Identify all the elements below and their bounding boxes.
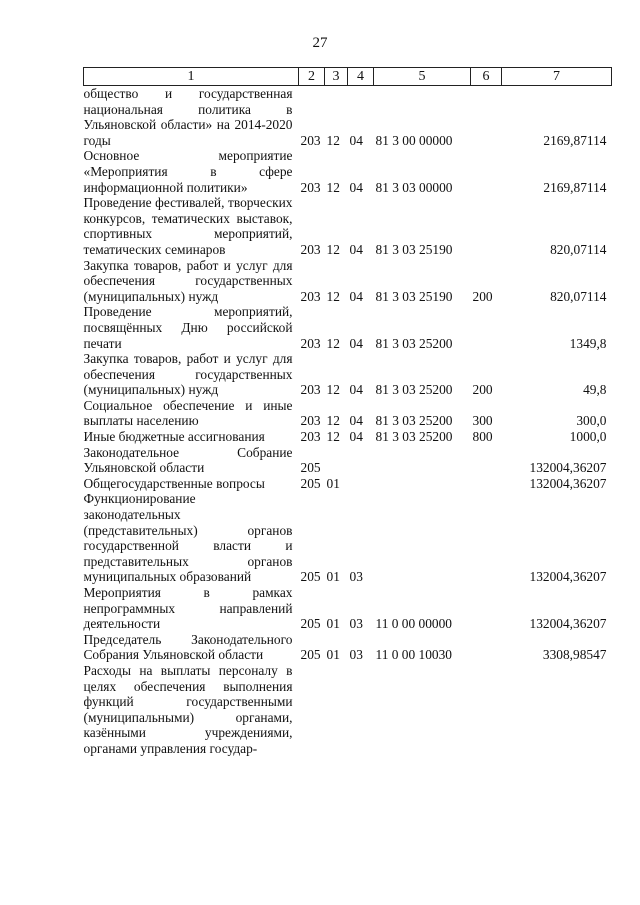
row-amount: 820,07114 [550,241,607,257]
row-code-expense-type [471,86,502,149]
row-name: Мероприятия в рамках непрограммных направлений деятельности [83,585,293,632]
row-code-subsection [348,476,374,492]
row-code-target: 81 3 03 25200 [375,382,453,398]
column-header-5: 5 [374,68,471,86]
table-row [84,663,612,757]
row-name: Основное мероприятие «Мероприятия в сфере информационной политики» [83,148,293,195]
row-amount: 1349,8 [569,335,607,351]
row-amount [502,663,612,757]
row-code-subsection: 04 [349,382,363,398]
row-code-subsection: 04 [349,179,363,195]
row-code-section: 12 [326,241,340,257]
row-code-admin: 203 [300,241,321,257]
table-row [84,86,612,149]
row-code-target [374,663,471,757]
row-code-subsection: 04 [349,132,363,148]
row-code-admin: 205 [300,569,321,585]
row-code-target [374,445,471,476]
row-code-expense-type [471,304,502,351]
row-name: общество и государственная национальная политика в Ульяновской области» на 2014-2020 годы [83,86,293,148]
row-code-subsection: 04 [349,335,363,351]
row-amount: 300,0 [576,413,607,429]
row-code-subsection: 03 [349,569,363,585]
table-row [84,585,612,632]
row-name: Проведение фестивалей, творческих конкурсов, тематических выставок, спортивных мероприятий, тематических семинаров [83,195,293,257]
row-name: Иные бюджетные ассигнования [83,429,265,445]
row-code-admin: 203 [300,335,321,351]
row-code-expense-type [471,148,502,195]
row-name: Общегосударственные вопросы [83,475,265,491]
row-name: Социальное обеспечение и иные выплаты населению [83,397,293,429]
row-amount: 2169,87114 [543,179,607,195]
row-code-subsection: 04 [349,288,363,304]
row-amount: 132004,36207 [529,616,607,632]
column-header-1: 1 [84,68,299,86]
row-code-expense-type [471,663,502,757]
row-code-admin: 205 [300,460,321,476]
row-code-subsection: 04 [349,241,363,257]
row-code-subsection [348,445,374,476]
row-code-section: 12 [326,132,340,148]
row-code-subsection: 04 [349,429,363,445]
row-code-section: 12 [326,429,340,445]
row-code-subsection: 04 [349,413,363,429]
table-row [84,195,612,257]
row-name: Законодательное Собрание Ульяновской области [83,444,293,476]
row-code-subsection: 03 [349,647,363,663]
table-row [84,491,612,585]
row-amount: 49,8 [583,382,607,398]
row-code-expense-type: 800 [472,429,493,445]
row-code-target: 81 3 00 00000 [375,132,453,148]
table-row [84,398,612,429]
row-code-admin: 203 [300,429,321,445]
table-row [84,351,612,398]
row-amount: 132004,36207 [529,475,607,491]
row-code-section: 12 [326,179,340,195]
row-code-section: 01 [326,647,340,663]
table-body [84,86,612,757]
row-amount: 132004,36207 [529,460,607,476]
row-code-section [325,663,348,757]
row-code-section [325,445,348,476]
row-code-section: 12 [326,335,340,351]
row-code-admin: 205 [300,616,321,632]
table-header [84,68,612,86]
row-code-expense-type [471,491,502,585]
page-number: 27 [312,35,328,51]
column-header-3: 3 [325,68,348,86]
table-row [84,476,612,492]
table-row [84,148,612,195]
row-code-expense-type [471,585,502,632]
row-code-target [374,476,471,492]
row-amount: 820,07114 [550,288,607,304]
row-code-target: 81 3 03 25200 [375,335,453,351]
row-code-section: 01 [326,569,340,585]
row-code-section: 12 [326,288,340,304]
row-code-target: 11 0 00 10030 [375,647,452,663]
row-code-section: 01 [326,616,340,632]
row-code-target: 81 3 03 25190 [375,288,453,304]
row-code-expense-type [471,445,502,476]
row-name: Функционирование законодательных (представительных) органов государственной власти и представительных органов муниципальных образований [83,491,293,585]
row-name: Расходы на выплаты персоналу в целях обеспечения выполнения функций государственными (муниципальными) органами, казёнными учреждениями, органами управления государ- [83,662,293,756]
table-row [84,258,612,305]
row-code-section: 12 [326,382,340,398]
row-code-target: 11 0 00 00000 [375,616,452,632]
row-code-target: 81 3 03 25200 [375,429,453,445]
row-code-admin: 205 [300,475,321,491]
row-code-expense-type [471,195,502,257]
row-code-admin: 203 [300,179,321,195]
row-name: Председатель Законодательного Собрания Ульяновской области [83,631,293,663]
header-row [84,68,612,86]
row-code-subsection [348,663,374,757]
row-code-expense-type: 300 [472,413,493,429]
row-code-section: 12 [326,413,340,429]
row-code-admin: 203 [300,132,321,148]
row-code-section: 01 [326,475,340,491]
column-header-2: 2 [299,68,325,86]
row-name: Закупка товаров, работ и услуг для обеспечения государственных (муниципальных) нужд [83,257,293,304]
column-header-4: 4 [348,68,374,86]
row-code-admin: 203 [300,413,321,429]
row-amount: 132004,36207 [529,569,607,585]
row-code-expense-type [471,476,502,492]
row-code-admin [299,663,325,757]
row-name: Проведение мероприятий, посвящённых Дню российской печати [83,304,293,351]
row-name: Закупка товаров, работ и услуг для обеспечения государственных (муниципальных) нужд [83,351,293,398]
row-code-admin: 203 [300,382,321,398]
budget-table [83,67,612,757]
table-row [84,429,612,445]
row-code-admin: 203 [300,288,321,304]
row-code-target [374,491,471,585]
row-amount: 3308,98547 [542,647,607,663]
row-amount: 1000,0 [569,429,607,445]
column-header-7: 7 [502,68,612,86]
row-code-target: 81 3 03 25190 [375,241,453,257]
row-amount: 2169,87114 [543,132,607,148]
table-row [84,304,612,351]
row-code-target: 81 3 03 25200 [375,413,453,429]
table-row [84,632,612,663]
column-header-6: 6 [471,68,502,86]
row-code-admin: 205 [300,647,321,663]
row-code-expense-type [471,632,502,663]
table-row [84,445,612,476]
row-code-target: 81 3 03 00000 [375,179,453,195]
row-code-expense-type: 200 [472,382,493,398]
row-code-expense-type: 200 [472,288,493,304]
row-code-subsection: 03 [349,616,363,632]
